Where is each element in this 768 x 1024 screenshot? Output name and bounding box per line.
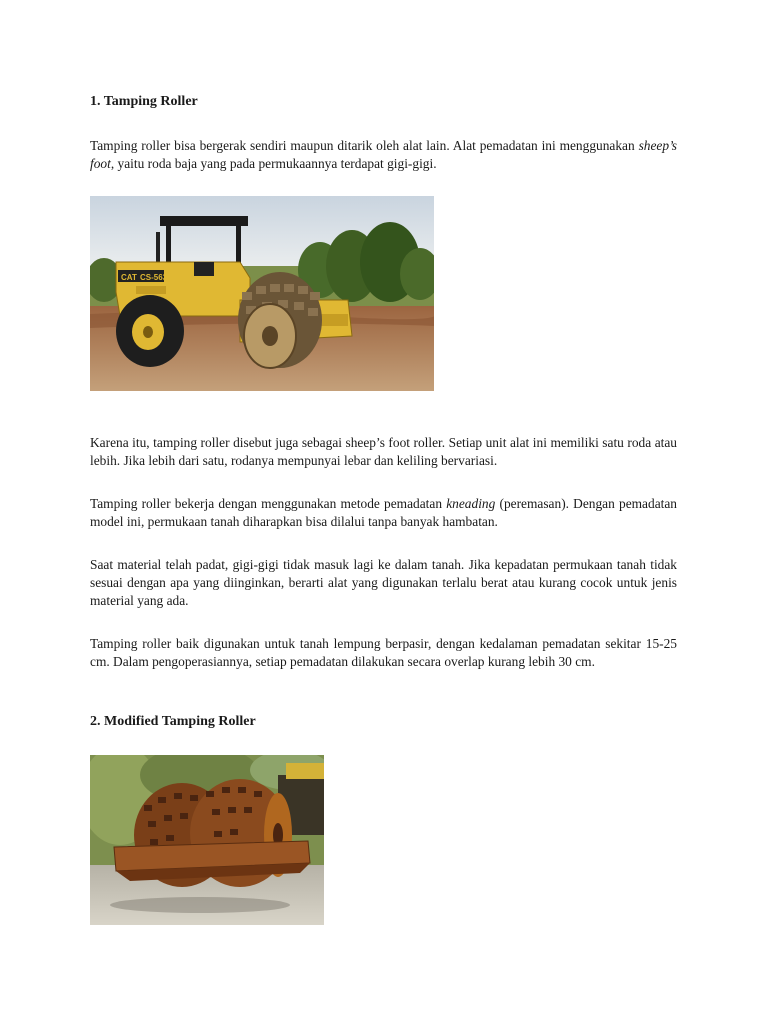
section1-intro-paragraph [90, 137, 677, 173]
tamping-roller-photo [90, 196, 434, 391]
section1-paragraph-3: Saat material telah padat, gigi-gigi tidak masuk lagi ke dalam tanah. Jika kepadatan permukaan tanah tidak sesuai dengan apa yang diinginkan, berarti alat yang digunakan terlalu berat atau kurang cocok untuk jenis material yang ada. [90, 557, 677, 608]
modified-tamping-roller-photo [90, 755, 324, 925]
section1-paragraph-2 [90, 495, 677, 531]
p2-text-after: (peremasan). Dengan pemadatan model ini, permukaan tanah diharapkan bisa dilalui tanpa banyak hambatan. [90, 496, 677, 529]
intro-italic-term: sheep’s foot [90, 138, 677, 171]
section1-paragraph-1: Karena itu, tamping roller disebut juga sebagai sheep’s foot roller. Setiap unit alat ini memiliki satu roda atau lebih. Jika lebih dari satu, rodanya mempunyai lebar dan keliling bervariasi. [90, 435, 677, 468]
p2-italic-term: kneading [446, 496, 496, 511]
p2-text-before: Tamping roller bekerja dengan menggunakan metode pemadatan [90, 496, 447, 511]
svg-text:CS-563: CS-563 [140, 273, 168, 282]
section1-heading: 1. Tamping Roller [90, 94, 198, 109]
intro-text-after: , yaitu roda baja yang pada permukaannya terdapat gigi-gigi. [110, 156, 437, 171]
section1-paragraph-4: Tamping roller baik digunakan untuk tanah lempung berpasir, dengan kedalaman pemadatan sekitar 15-25 cm. Dalam pengoperasiannya, setiap pemadatan dilakukan secara overlap kurang lebih 30 cm. [90, 636, 677, 669]
svg-text:CAT: CAT [121, 273, 137, 282]
intro-text-before: Tamping roller bisa bergerak sendiri maupun ditarik oleh alat lain. Alat pemadatan ini menggunakan [90, 138, 639, 153]
section2-heading: 2. Modified Tamping Roller [90, 714, 256, 729]
